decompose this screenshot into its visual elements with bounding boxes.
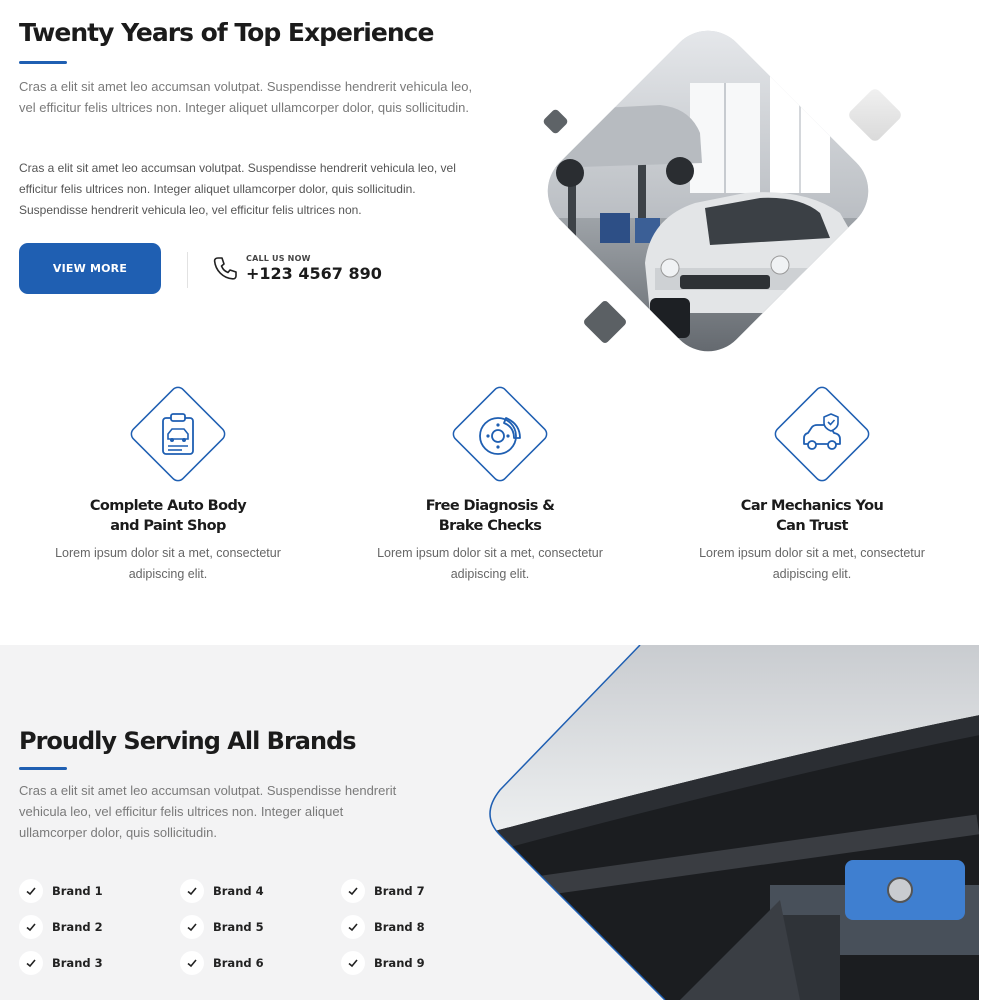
brands-paragraph: Cras a elit sit amet leo accumsan volutpat. Suspendisse hendrerit vehicula leo, vel efficitur felis ultrices non. Integer aliquet ullamcorper dolor, quis sollicitudin. (19, 783, 397, 840)
brand-list-item (19, 950, 103, 976)
view-more-button[interactable]: VIEW MORE (19, 243, 161, 294)
about-title: Twenty Years of Top Experience (19, 18, 434, 47)
call-us-label: CALL US NOW (246, 254, 311, 263)
check-icon (341, 951, 365, 975)
feature-description: Lorem ipsum dolor sit a met, consectetur adipiscing elit. (699, 546, 925, 581)
check-icon (19, 915, 43, 939)
phone-number[interactable]: +123 4567 890 (246, 264, 382, 283)
check-icon (19, 951, 43, 975)
garage-image (530, 13, 886, 369)
brand-label: Brand 2 (52, 920, 103, 934)
brand-label: Brand 9 (374, 956, 425, 970)
check-icon (180, 915, 204, 939)
brands-section (0, 645, 1000, 1000)
brand-label: Brand 4 (213, 884, 264, 898)
title-underline (19, 61, 67, 64)
car-shield-icon (770, 382, 874, 486)
brand-list-item (341, 914, 425, 940)
check-icon (180, 879, 204, 903)
check-icon (341, 879, 365, 903)
divider (187, 252, 188, 288)
brand-label: Brand 7 (374, 884, 425, 898)
brand-list-item (341, 950, 425, 976)
brand-label: Brand 3 (52, 956, 103, 970)
brake-disc-icon (448, 382, 552, 486)
title-underline (19, 767, 67, 770)
brands-title: Proudly Serving All Brands (19, 727, 356, 755)
feature-title: Complete Auto Body and Paint Shop (89, 498, 247, 534)
clipboard-car-icon (126, 382, 230, 486)
about-paragraph-1: Cras a elit sit amet leo accumsan volutpat. Suspendisse hendrerit vehicula leo, vel efficitur felis ultrices non. Integer aliquet ullamcorper dolor, quis sollicitudin. (19, 79, 473, 115)
brand-label: Brand 8 (374, 920, 425, 934)
brand-label: Brand 5 (213, 920, 264, 934)
check-icon (19, 879, 43, 903)
brand-list-item (19, 914, 103, 940)
brand-list-item (180, 914, 264, 940)
page-edge (979, 645, 1000, 1000)
phone-icon[interactable] (211, 254, 239, 282)
brand-label: Brand 6 (213, 956, 264, 970)
brand-list-item (19, 878, 103, 904)
check-icon (341, 915, 365, 939)
about-paragraph-2: Cras a elit sit amet leo accumsan volutpat. Suspendisse hendrerit vehicula leo, vel efficitur felis ultrices non. Integer aliquet ullamcorper dolor, quis sollicitudin. Suspendisse hendrerit vehicula leo, vel efficitur felis ultrices non. (19, 161, 456, 217)
feature-title: Free Diagnosis & Brake Checks (425, 498, 555, 534)
check-icon (180, 951, 204, 975)
brand-list-item (341, 878, 425, 904)
feature-description: Lorem ipsum dolor sit a met, consectetur adipiscing elit. (55, 546, 281, 581)
feature-title: Car Mechanics You Can Trust (740, 498, 884, 534)
feature-description: Lorem ipsum dolor sit a met, consectetur adipiscing elit. (377, 546, 603, 581)
brand-label: Brand 1 (52, 884, 103, 898)
brand-list-item (180, 878, 264, 904)
brand-list-item (180, 950, 264, 976)
car-photo (480, 645, 980, 1000)
